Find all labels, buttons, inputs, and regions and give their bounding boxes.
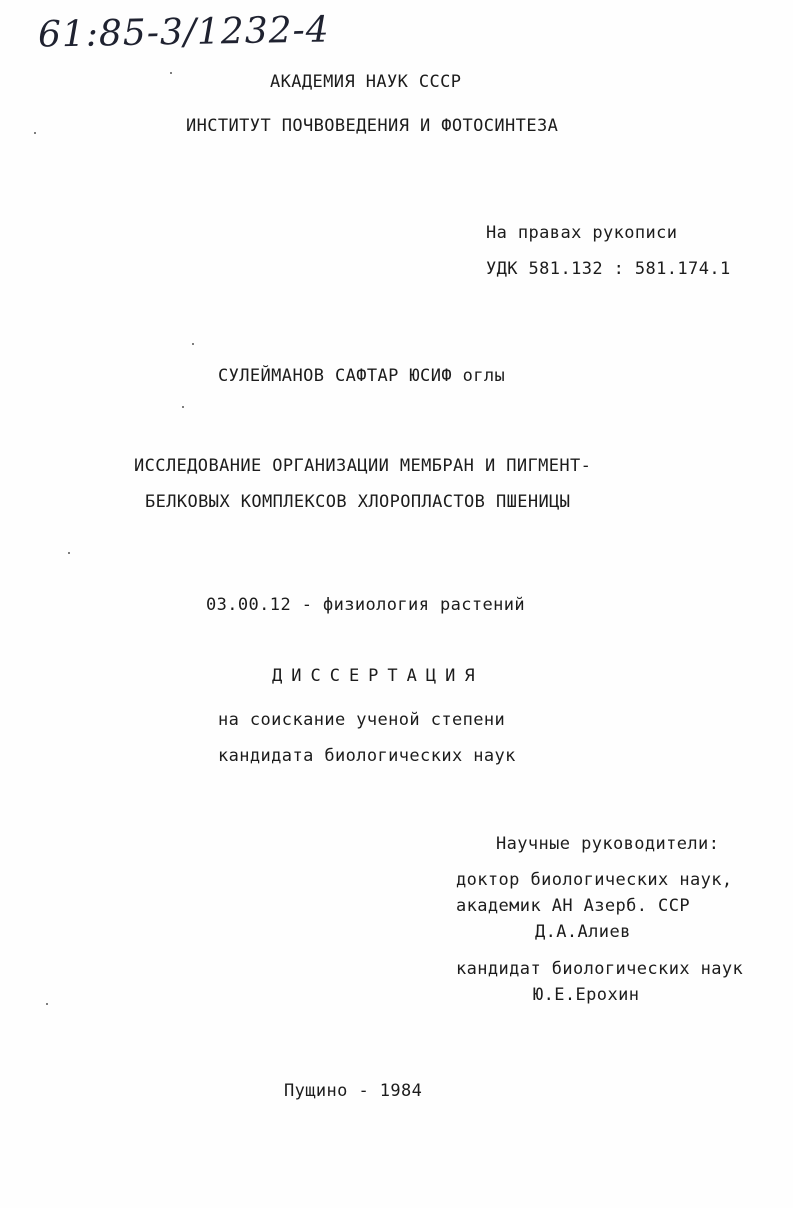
thesis-title-line-2: БЕЛКОВЫХ КОМПЛЕКСОВ ХЛОРОПЛАСТОВ ПШЕНИЦЫ [145, 492, 571, 512]
scan-speck [182, 406, 184, 408]
supervisor-2-degree: кандидат биологических наук [456, 959, 744, 979]
scan-speck [68, 552, 70, 554]
degree-purpose-line-2: кандидата биологических наук [218, 746, 516, 766]
scan-speck [170, 72, 172, 74]
supervisor-1-name: Д.А.Алиев [535, 922, 631, 942]
place-and-year: Пущино - 1984 [284, 1081, 423, 1101]
scan-speck [46, 1003, 48, 1005]
supervisor-1-degree: доктор биологических наук, [456, 870, 733, 890]
udk-code: УДК 581.132 : 581.174.1 [486, 259, 731, 279]
degree-purpose-line-1: на соискание ученой степени [218, 710, 506, 730]
manuscript-rights: На правах рукописи [486, 223, 678, 243]
supervisors-heading: Научные руководители: [496, 834, 720, 854]
archive-number-handwritten: 61:85-3/1232-4 [37, 9, 330, 56]
author-name: СУЛЕЙМАНОВ САФТАР ЮСИФ оглы [218, 366, 506, 386]
scan-speck [192, 343, 194, 345]
supervisor-1-rank: академик АН Азерб. ССР [456, 896, 690, 916]
supervisor-2-name: Ю.Е.Ерохин [533, 985, 640, 1005]
specialty-code: 03.00.12 - физиология растений [206, 595, 526, 615]
document-type-label: ДИССЕРТАЦИЯ [272, 666, 484, 686]
institute-name: ИНСТИТУТ ПОЧВОВЕДЕНИЯ И ФОТОСИНТЕЗА [186, 116, 559, 136]
academy-name: АКАДЕМИЯ НАУК СССР [270, 72, 462, 92]
scan-speck [34, 132, 36, 134]
thesis-title-line-1: ИССЛЕДОВАНИЕ ОРГАНИЗАЦИИ МЕМБРАН И ПИГМЕНТ- [134, 456, 592, 476]
